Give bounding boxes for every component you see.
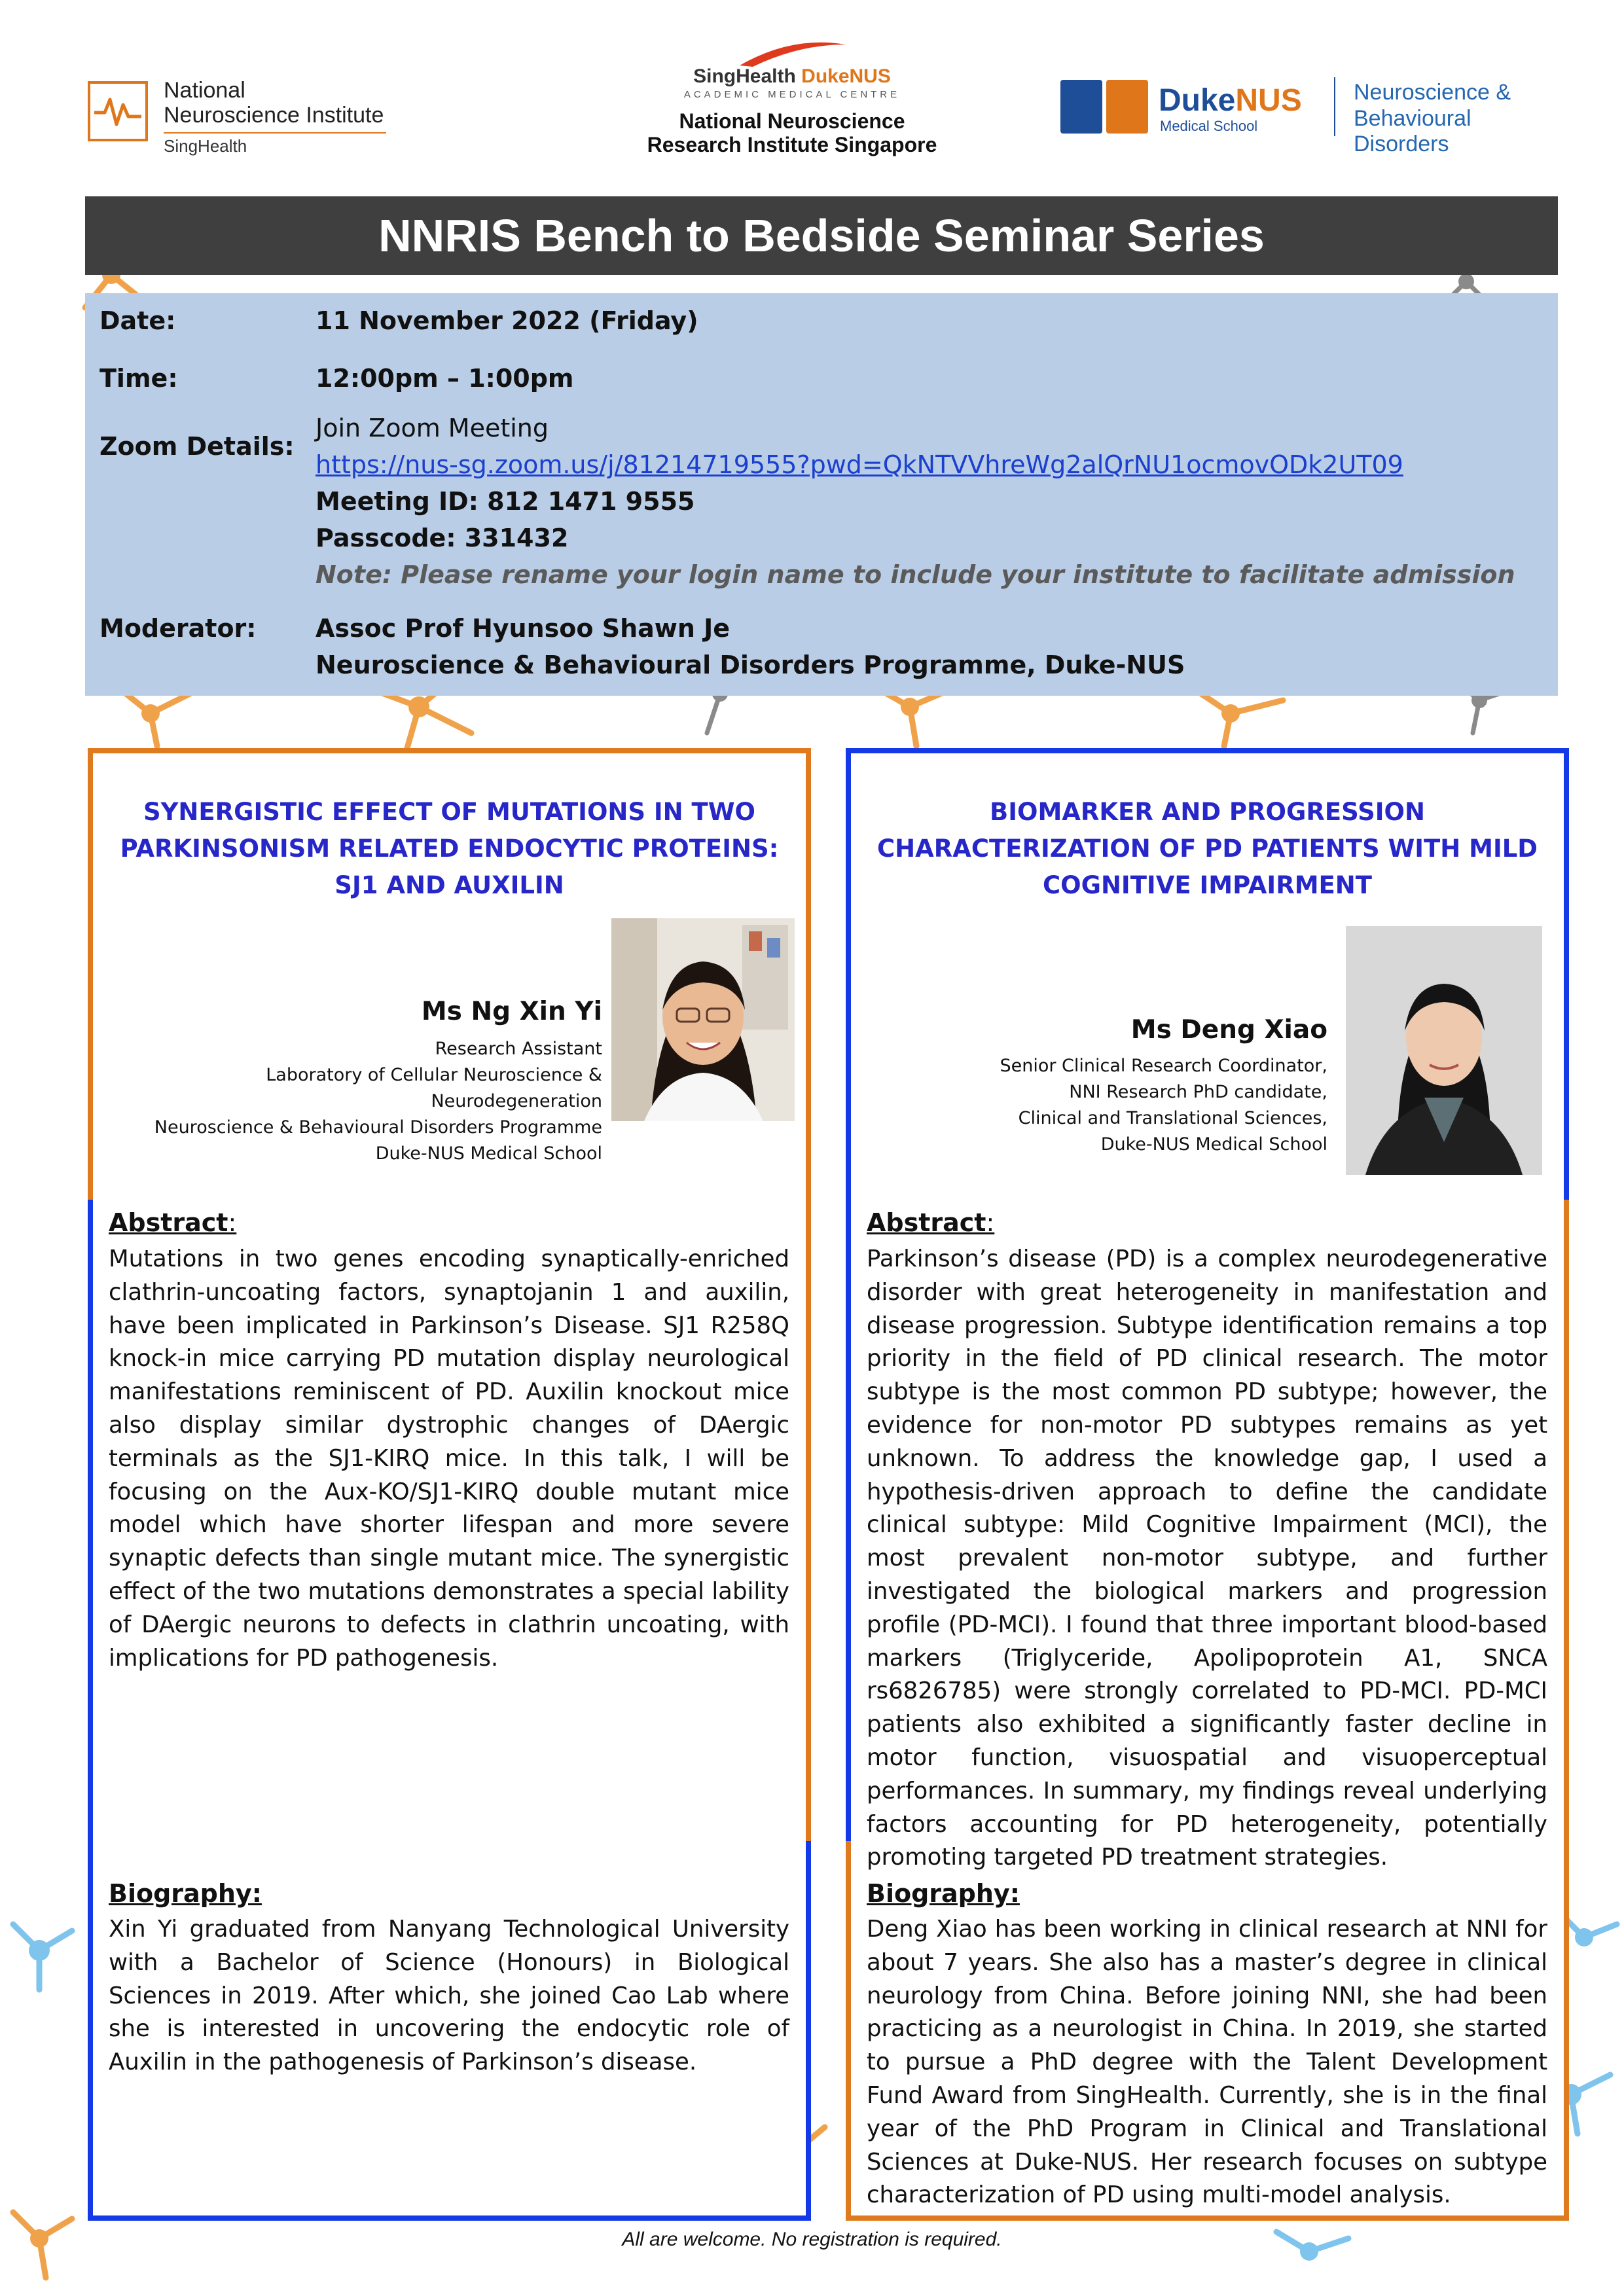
passcode: Passcode: 331432 — [316, 524, 569, 552]
affiliation-line: Duke-NUS Medical School — [1100, 1134, 1327, 1155]
affiliation-line: Neurodegeneration — [431, 1091, 602, 1111]
talk-title-line: BIOMARKER AND PROGRESSION — [990, 798, 1425, 826]
abstract-label: Abstract — [109, 1208, 228, 1237]
speaker-name: Ms Ng Xin Yi — [421, 997, 602, 1026]
time-value: 12:00pm – 1:00pm — [316, 364, 574, 393]
nni-logo-sub: SingHealth — [164, 136, 247, 156]
moderator-label: Moderator: — [99, 614, 257, 643]
singhealth-swoosh-icon — [733, 39, 851, 68]
abstract-text: Mutations in two genes encoding synaptically-enriched clathrin-uncoating factors, synaptojanin 1 and auxilin, have been implicated in Parkinson’s Disease. SJ1 R258Q knock-in mice carrying PD mutation display neurological manifestations reminiscent of PD. Auxilin knockout mice also display similar dystrophic changes of DAergic terminals as the SJ1-KIRQ mice. In this talk, I will be focusing on the Aux-KO/SJ1-KIRQ double mutant mice model which have shorter lifespan and more severe synaptic defects than single mutant mice. The synergistic effect of the two mutations demonstrates a special lability of DAergic neurons to defects in clathrin uncoating, with implications for PD pathogenesis. — [109, 1246, 789, 1672]
border-left-lower — [88, 1200, 93, 2221]
border-left-upper — [88, 748, 93, 1200]
talk-title-line: CHARACTERIZATION OF PD PATIENTS WITH MILD — [876, 834, 1538, 863]
biography-heading: Biography: — [867, 1879, 1020, 1908]
abstract-label: Abstract — [867, 1208, 986, 1237]
title-bar — [85, 196, 1558, 275]
speaker-affiliation — [872, 1053, 1327, 1158]
zoom-link[interactable]: https://nus-sg.zoom.us/j/81214719555?pwd=QkNTVVhreWg2alQrNU1ocmovODk2UT09 — [316, 450, 1403, 479]
affiliation-line: Senior Clinical Research Coordinator, — [1000, 1056, 1327, 1076]
moderator-affiliation: Neuroscience & Behavioural Disorders Programme, Duke-NUS — [316, 651, 1185, 679]
nni-wave-icon — [85, 79, 151, 144]
zoom-join: Join Zoom Meeting — [316, 414, 549, 442]
footer-note: All are welcome. No registration is required. — [622, 2229, 1002, 2250]
speaker-card-left — [88, 748, 811, 2221]
abstract-heading: Abstract: — [109, 1208, 237, 1237]
border-bottom — [88, 2215, 811, 2221]
talk-title — [114, 794, 785, 904]
border-left-upper — [846, 748, 851, 1841]
brand-line — [589, 65, 995, 88]
programme-line2: Behavioural Disorders — [1354, 106, 1471, 156]
speaker-affiliation — [114, 1036, 602, 1167]
affiliation-line: NNI Research PhD candidate, — [1069, 1082, 1327, 1102]
duke-nus-wordmark — [1159, 82, 1302, 118]
zoom-note: Note: Please rename your login name to include your institute to facilitate admission — [316, 560, 1515, 589]
talk-title-line: SJ1 AND AUXILIN — [334, 871, 564, 899]
affiliation-line: Clinical and Translational Sciences, — [1018, 1108, 1327, 1128]
date-value: 11 November 2022 (Friday) — [316, 306, 698, 335]
time-label: Time: — [99, 364, 178, 393]
brand-dukenus: DukeNUS — [801, 65, 891, 87]
meeting-id: Meeting ID: 812 1471 9555 — [316, 487, 695, 516]
border-top — [88, 748, 811, 753]
nni-logo-divider — [164, 132, 386, 134]
biography-heading: Biography: — [109, 1879, 262, 1908]
logo-separator — [1334, 77, 1335, 136]
medical-school-label: Medical School — [1160, 118, 1258, 134]
event-details-panel — [85, 293, 1558, 696]
institute-line1: National Neuroscience — [679, 109, 905, 133]
affiliation-line: Neuroscience & Behavioural Disorders Programme — [154, 1117, 602, 1138]
nni-logo — [85, 72, 393, 156]
programme-line1: Neuroscience & — [1354, 80, 1511, 105]
talk-title-line: COGNITIVE IMPAIRMENT — [1042, 871, 1372, 899]
nni-logo-line2: Neuroscience Institute — [164, 103, 384, 128]
border-left-lower — [846, 1841, 851, 2221]
nus-shield-icon — [1106, 80, 1148, 134]
affiliation-line: Duke-NUS Medical School — [375, 1143, 602, 1164]
brand-singhealth: SingHealth — [693, 65, 796, 87]
border-right-upper — [806, 748, 811, 1841]
talk-title — [872, 794, 1543, 904]
border-right-lower — [1564, 1200, 1569, 2221]
border-right-lower — [806, 1841, 811, 2221]
border-top — [846, 748, 1569, 753]
brand-amc: ACADEMIC MEDICAL CENTRE — [683, 89, 901, 100]
date-label: Date: — [99, 306, 176, 335]
nni-logo-line1: National — [164, 78, 245, 103]
abstract-text: Parkinson’s disease (PD) is a complex neurodegenerative disorder with great heterogeneity in manifestation and disease progression. Subtype identification remains a top priority in the field of PD clinical research. The motor subtype is the most common PD subtype; however, the evidence for non-motor PD subtypes remains as yet unknown. To address the knowledge gap, I used a hypothesis-driven approach to define the candidate clinical subtype: Mild Cognitive Impairment (MCI), the most prevalent non-motor subtype, and further investigated the biological markers and progression profile (PD-MCI). I found that three important blood-based markers (Triglyceride, Apolipoprotein A1, SNCA rs6826785) were strongly correlated to PD-MCI. PD-MCI patients also exhibited a significantly faster decline in motor function, visuospatial and visuoperceptual performances. In summary, my findings reveal underlying factors accounting for PD heterogeneity, potentially promoting targeted PD treatment strategies. — [867, 1246, 1547, 1871]
abstract-heading: Abstract: — [867, 1208, 995, 1237]
talk-title-line: PARKINSONISM RELATED ENDOCYTIC PROTEINS: — [120, 834, 779, 863]
zoom-label: Zoom Details: — [99, 432, 295, 461]
affiliation-line: Research Assistant — [435, 1039, 602, 1059]
wordmark-duke: Duke — [1159, 83, 1236, 118]
biography-text: Deng Xiao has been working in clinical research at NNI for about 7 years. She also has a master’s degree in clinical neurology from China. Before joining NNI, she had been practicing as a neurologist in China. In 2019, she started to pursue a PhD degree with the Talent Development Fund Award from SingHealth. Currently, she is in the final year of the PhD Program in Clinical and Translational Sciences at Duke-NUS. Her research focuses on subtype characterization of PD using multi-model analysis. — [867, 1916, 1547, 2209]
talk-title-line: SYNERGISTIC EFFECT OF MUTATIONS IN TWO — [143, 798, 756, 826]
institute-line2: Research Institute Singapore — [647, 133, 937, 156]
affiliation-line: Laboratory of Cellular Neuroscience & — [266, 1065, 602, 1085]
wordmark-nus: NUS — [1235, 83, 1302, 118]
speaker-card-right — [846, 748, 1569, 2221]
biography-text: Xin Yi graduated from Nanyang Technological University with a Bachelor of Science (Honours) in Biological Sciences in 2019. After which, she joined Cao Lab where she is interested in uncovering the endocytic role of Auxilin in the pathogenesis of Parkinson’s disease. — [109, 1916, 789, 2076]
duke-nus-logo — [1060, 77, 1558, 156]
speaker-name: Ms Deng Xiao — [1130, 1015, 1327, 1045]
moderator-name: Assoc Prof Hyunsoo Shawn Je — [316, 614, 731, 643]
speaker-photo — [1346, 926, 1542, 1175]
speaker-photo — [611, 918, 795, 1121]
zoom-link-wrap — [316, 450, 1403, 479]
seminar-title: NNRIS Bench to Bedside Seminar Series — [378, 210, 1265, 261]
border-bottom — [846, 2215, 1569, 2221]
nnris-logo — [589, 39, 995, 177]
duke-shield-icon — [1060, 80, 1102, 134]
border-right-upper — [1564, 748, 1569, 1200]
